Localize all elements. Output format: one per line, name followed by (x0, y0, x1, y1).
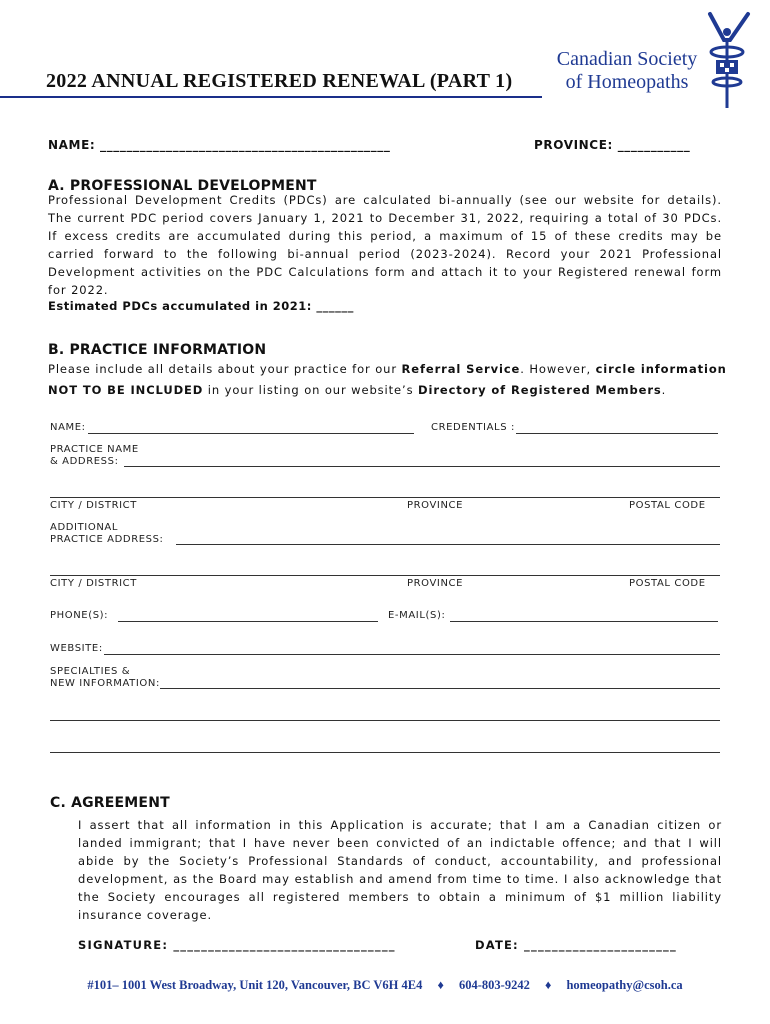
city-province-postal-input[interactable] (50, 497, 720, 498)
footer (0, 978, 770, 993)
city-province-postal-input-2[interactable] (50, 575, 720, 576)
specialties-input-line-2[interactable] (50, 720, 720, 721)
intro-text-3: in your listing on our website’s (203, 383, 419, 397)
intro-text-4: . (661, 383, 667, 397)
city-label: CITY / DISTRICT (50, 500, 137, 511)
specialties-input-line-3[interactable] (50, 752, 720, 753)
intro-text-1: Please include all details about your practice for our (48, 362, 402, 376)
directory-text: Directory of Registered Members (418, 383, 662, 397)
specialties-input[interactable] (160, 688, 720, 689)
province-label-2: PROVINCE (407, 578, 464, 589)
website-label: WEBSITE: (50, 643, 103, 654)
signature-field[interactable]: SIGNATURE: ________________________________ (78, 938, 396, 952)
section-a-body: Professional Development Credits (PDCs) are calculated bi-annually (see our website for details). The current PDC period covers January 1, 2021 to December 31, 2022, requiring a total of 30 PDCs. If excess credits are accumulated during this period, a maximum of 15 of these credits may be carried forward to the following bi-annual period (2023-2024). Record your 2021 Professional Development activities on the PDC Calculations form and attach it to your Registered renewal form for 2022. (48, 193, 722, 297)
practice-name-input[interactable] (88, 433, 414, 434)
additional-address-label-line-2: PRACTICE ADDRESS: (50, 534, 164, 545)
practice-address-input[interactable] (124, 466, 720, 467)
form-title: 2022 ANNUAL REGISTERED RENEWAL (PART 1) (46, 70, 513, 92)
email-input[interactable] (450, 621, 718, 622)
section-c-heading: C. AGREEMENT (50, 795, 170, 811)
practice-address-label-line-2: & ADDRESS: (50, 456, 119, 467)
section-b-heading: B. PRACTICE INFORMATION (48, 342, 267, 358)
date-field[interactable]: DATE: ______________________ (475, 938, 677, 952)
organization-logo-icon (700, 10, 756, 110)
phone-label: PHONE(S): (50, 610, 109, 621)
organization-logo-text (538, 48, 716, 94)
website-input[interactable] (104, 654, 720, 655)
specialties-label-line-2: NEW INFORMATION: (50, 678, 160, 689)
intro-text-2: . However, (520, 362, 596, 376)
additional-address-label (50, 522, 164, 546)
credentials-input[interactable] (516, 433, 718, 434)
estimated-pdcs-field[interactable]: Estimated PDCs accumulated in 2021: ______ (48, 299, 354, 313)
practice-address-label (50, 444, 139, 468)
section-a-heading: A. PROFESSIONAL DEVELOPMENT (48, 178, 317, 194)
phone-input[interactable] (118, 621, 378, 622)
city-label-2: CITY / DISTRICT (50, 578, 137, 589)
footer-separator-2: ♦ (544, 978, 552, 992)
postal-code-label: POSTAL CODE (629, 500, 706, 511)
section-c-body: I assert that all information in this Application is accurate; that I am a Canadian citizen or landed immigrant; that I have never been convicted of an indictable offence; and that I will abide by the Society’s Professional Standards of conduct, accountability, and professional development, as the Board may establish and amend from time to time. I also acknowledge that the Society encourages all registered members to obtain a minimum of $1 million liability insurance coverage. (78, 818, 722, 922)
org-name-line-1: Canadian Society (556, 48, 698, 70)
practice-name-label: NAME: (50, 422, 86, 433)
section-b-intro (48, 359, 728, 401)
specialties-label-line-1: SPECIALTIES & (50, 666, 131, 677)
title-rule (0, 96, 542, 98)
referral-service-text: Referral Service (401, 362, 521, 376)
org-name-line-2: of Homeopaths (565, 71, 689, 93)
additional-address-label-line-1: ADDITIONAL (50, 522, 119, 533)
practice-address-label-line-1: PRACTICE NAME (50, 444, 139, 455)
province-label: PROVINCE (407, 500, 464, 511)
circle-information-text: circle information NOT TO BE INCLUDED (48, 362, 727, 397)
postal-code-label-2: POSTAL CODE (629, 578, 706, 589)
additional-address-input[interactable] (176, 544, 720, 545)
footer-separator-1: ♦ (437, 978, 444, 992)
province-field[interactable]: PROVINCE: ___________ (534, 138, 691, 152)
email-label: E-MAIL(S): (388, 610, 446, 621)
footer-email[interactable]: homeopathy@csoh.ca (566, 978, 683, 992)
footer-address: #101– 1001 West Broadway, Unit 120, Vancouver, BC V6H 4E4 (87, 978, 423, 992)
footer-phone: 604-803-9242 (459, 978, 530, 992)
specialties-label (50, 666, 160, 690)
credentials-label: CREDENTIALS : (431, 422, 515, 433)
name-field[interactable]: NAME: ____________________________________________ (48, 138, 391, 152)
